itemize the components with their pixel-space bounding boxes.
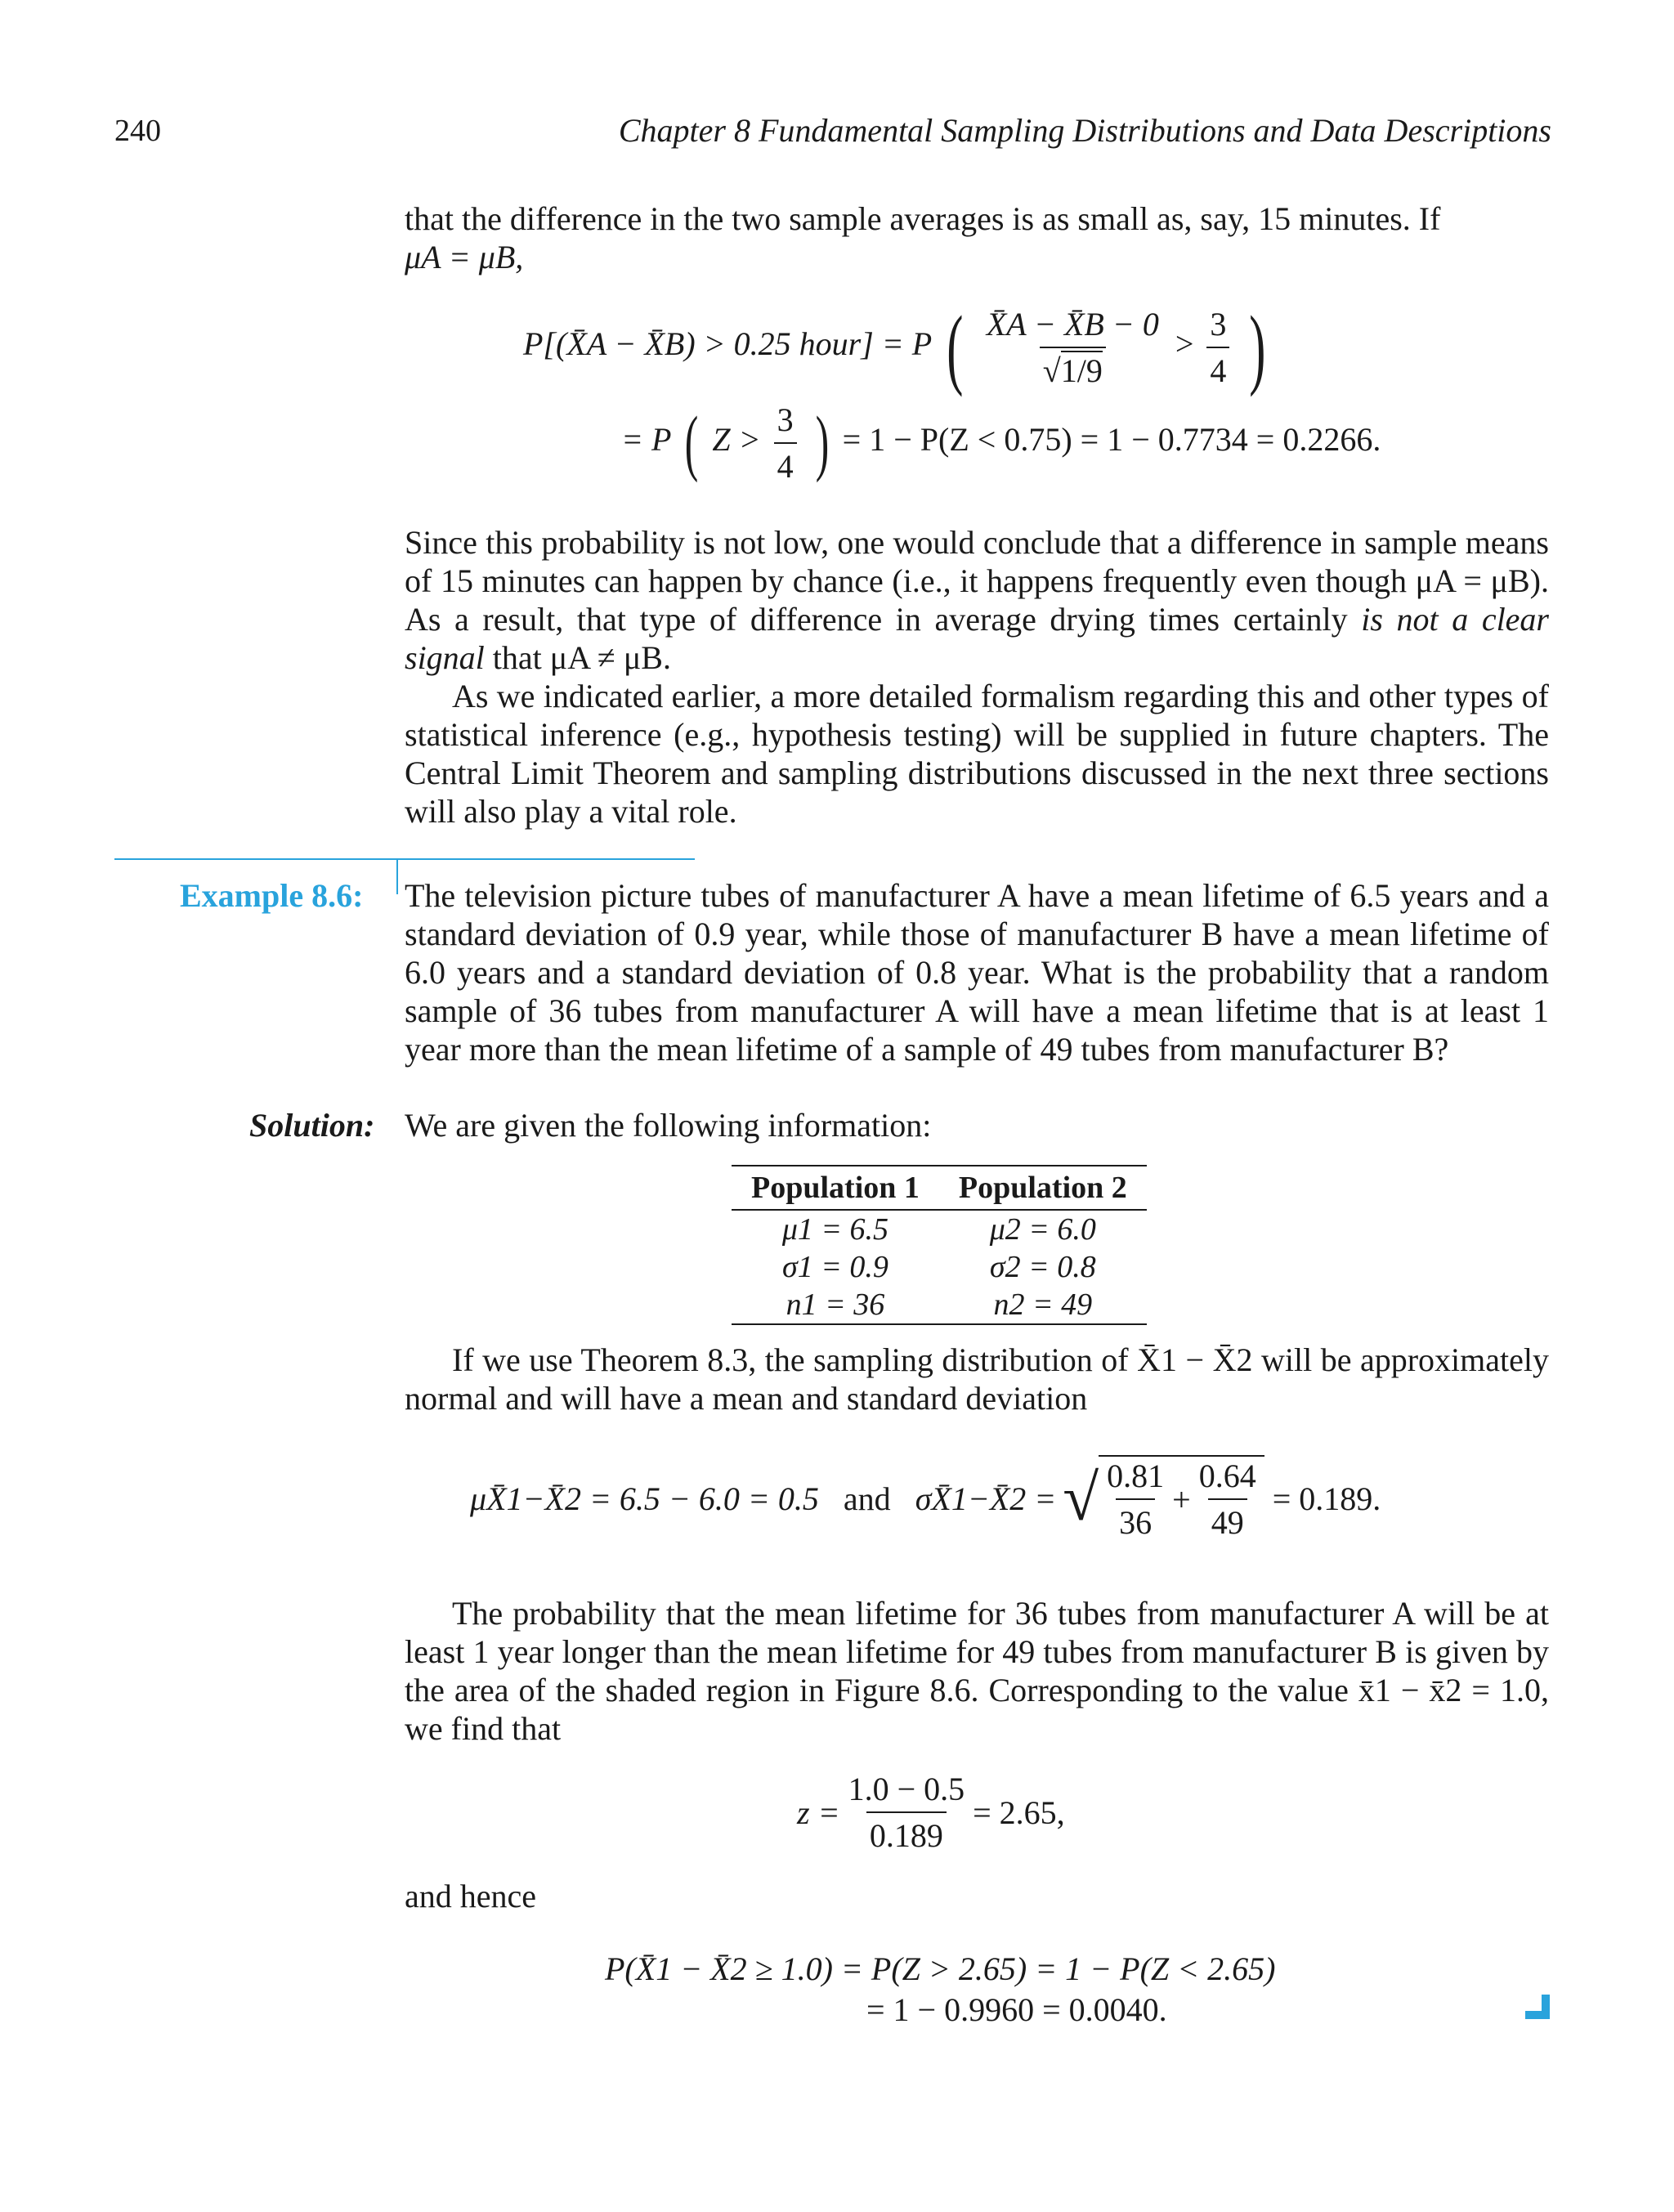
table-cell: μ2 = 6.0 bbox=[989, 1212, 1096, 1247]
table-cell: μ1 = 6.5 bbox=[781, 1212, 889, 1247]
and-hence: and hence bbox=[405, 1878, 537, 1914]
intro-paragraph bbox=[405, 199, 1549, 276]
table-row bbox=[732, 1248, 1147, 1286]
paragraph-3: If we use Theorem 8.3, the sampling distribution of X̄1 − X̄2 will be approximately normal and will have a mean and standard deviation bbox=[405, 1341, 1549, 1417]
left-paren-icon: ( bbox=[685, 402, 699, 483]
equation-1-line-1 bbox=[523, 298, 1273, 397]
end-of-example-icon bbox=[1525, 1995, 1550, 2019]
paragraph-4: The probability that the mean lifetime for 36 tubes from manufacturer A will be at least 1 year longer than the mean lifetime for 49 tubes from manufacturer B is given by the area of the shaded region in Figure 8.6. Corresponding to the value x̄1 − x̄2 = 1.0, we find that bbox=[405, 1595, 1549, 1747]
eq2-mu: μX̄1−X̄2 = 6.5 − 6.0 = 0.5 bbox=[470, 1480, 819, 1517]
eq1-rhs-den: 4 bbox=[1206, 347, 1229, 390]
table-cell: σ2 = 0.8 bbox=[989, 1250, 1096, 1284]
eq1-fraction bbox=[983, 305, 1162, 390]
table-row bbox=[732, 1210, 1147, 1248]
eq2-f1-num: 0.81 bbox=[1107, 1458, 1165, 1494]
eq1-line2-num: 3 bbox=[777, 401, 794, 438]
paragraph-2: As we indicated earlier, a more detailed formalism regarding this and other types of statistical inference (e.g., hypothesis testing) will be supplied in future chapters. The Central Limit Theorem and sampling distributions discussed in the next three sections will also play a vital role. bbox=[405, 678, 1549, 830]
eq1-rhs-num: 3 bbox=[1210, 306, 1227, 343]
eq2-sigma: σX̄1−X̄2 = bbox=[915, 1480, 1057, 1517]
eq3-num: 1.0 − 0.5 bbox=[848, 1771, 965, 1807]
info-table bbox=[732, 1166, 1147, 1323]
intro-line-1: that the difference in the two sample averages is as small as, say, 15 minutes. If bbox=[405, 200, 1441, 237]
table-header-pop1: Population 1 bbox=[732, 1166, 939, 1210]
table-row bbox=[732, 1286, 1147, 1323]
para1-text-b: that μA ≠ μB. bbox=[484, 639, 671, 676]
right-paren-icon: ) bbox=[1249, 298, 1266, 397]
eq2-f1-den: 36 bbox=[1116, 1498, 1155, 1542]
eq3-rhs: = 2.65, bbox=[973, 1793, 1065, 1831]
eq1-frac-den: √1/9 bbox=[1040, 347, 1106, 390]
table-cell: σ1 = 0.9 bbox=[782, 1250, 888, 1284]
equation-4-line-1: P(X̄1 − X̄2 ≥ 1.0) = P(Z > 2.65) = 1 − P(Z < 2.65) bbox=[605, 1950, 1276, 1987]
equation-3 bbox=[797, 1770, 1065, 1855]
equation-2 bbox=[470, 1455, 1381, 1542]
example-label: Example 8.6: bbox=[180, 877, 364, 914]
eq2-result: = 0.189. bbox=[1272, 1480, 1381, 1517]
equation-1-line-2 bbox=[621, 401, 1381, 486]
eq3-lhs: z = bbox=[797, 1793, 840, 1831]
eq2-radicand bbox=[1099, 1455, 1264, 1542]
eq1-line2-pre: = P bbox=[621, 421, 672, 459]
running-title: Chapter 8 Fundamental Sampling Distributions and Data Descriptions bbox=[618, 112, 1551, 149]
eq1-line2-z: Z > bbox=[712, 421, 761, 459]
info-table-wrap bbox=[732, 1165, 1147, 1325]
eq2-f2-den: 49 bbox=[1208, 1498, 1247, 1542]
eq1-lhs: P[(X̄A − X̄B) > 0.25 hour] = P bbox=[523, 325, 933, 363]
example-text: The television picture tubes of manufacturer A have a mean lifetime of 6.5 years and a standard deviation of 0.9 year, while those of manufacturer B have a mean lifetime of 6.0 years and a standard deviation of 0.8 year. What is the probability that a random sample of 36 tubes from manufacturer A will have a mean lifetime that is at least 1 year more than the mean lifetime of a sample of 49 tubes from manufacturer B? bbox=[405, 877, 1549, 1068]
example-divider bbox=[114, 858, 695, 860]
table-header-pop2: Population 2 bbox=[939, 1166, 1147, 1210]
eq2-plus: + bbox=[1172, 1480, 1191, 1518]
eq1-rhs-fraction bbox=[1206, 305, 1229, 390]
intro-line-2: μA = μB, bbox=[405, 239, 524, 275]
para1-text-a: Since this probability is not low, one would conclude that a difference in sample means of 15 minutes can happen by chance (i.e., it happens frequently even though μA = μB). As a result, that type of difference in average drying times certainly bbox=[405, 524, 1549, 638]
eq3-den: 0.189 bbox=[866, 1811, 947, 1855]
left-paren-icon: ( bbox=[947, 298, 964, 397]
paragraph-1 bbox=[405, 523, 1549, 677]
equation-4-line-2: = 1 − 0.9960 = 0.0040. bbox=[866, 1991, 1167, 2028]
sqrt-icon: √ bbox=[1063, 1462, 1099, 1534]
eq1-line2-den: 4 bbox=[774, 442, 797, 486]
solution-text: We are given the following information: bbox=[405, 1107, 932, 1144]
table-cell: n1 = 36 bbox=[786, 1287, 885, 1322]
right-paren-icon: ) bbox=[815, 402, 829, 483]
eq1-gt: > bbox=[1175, 325, 1194, 363]
eq3-fraction bbox=[845, 1770, 969, 1855]
eq1-frac-num: X̄A − X̄B − 0 bbox=[986, 306, 1159, 343]
eq2-and: and bbox=[843, 1480, 891, 1517]
eq2-f2-num: 0.64 bbox=[1198, 1458, 1256, 1494]
solution-label: Solution: bbox=[249, 1107, 375, 1144]
example-vertical-rule bbox=[396, 860, 398, 894]
table-cell: n2 = 49 bbox=[993, 1287, 1093, 1322]
para1-italic: is not a clear signal bbox=[405, 601, 1550, 676]
eq2-frac-2 bbox=[1196, 1457, 1260, 1542]
eq1-line2-post: = 1 − P(Z < 0.75) = 1 − 0.7734 = 0.2266. bbox=[842, 421, 1381, 459]
eq2-frac-1 bbox=[1103, 1457, 1167, 1542]
eq1-line2-fraction bbox=[774, 401, 797, 486]
page-number: 240 bbox=[114, 114, 161, 148]
discussion-paragraph bbox=[405, 523, 1549, 831]
